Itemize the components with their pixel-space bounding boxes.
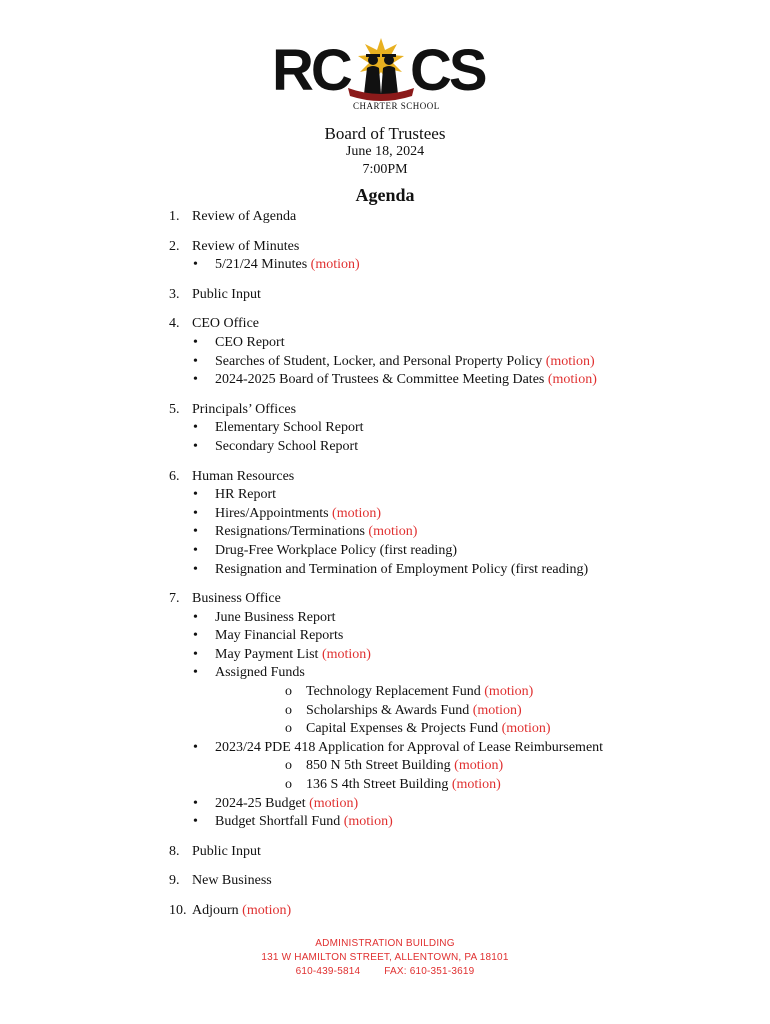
agenda-item <box>169 627 729 646</box>
agenda-item <box>169 371 729 390</box>
agenda-section-title <box>192 315 259 334</box>
agenda-item-text: May Financial Reports <box>215 628 344 644</box>
agenda-item <box>169 438 729 457</box>
agenda-section-number: 2. <box>169 238 180 254</box>
agenda-item <box>169 609 729 628</box>
motion-tag: (motion) <box>545 353 595 369</box>
motion-tag: (motion) <box>454 758 504 774</box>
agenda-section-heading <box>169 238 729 257</box>
footer-street: 131 W HAMILTON STREET, ALLENTOWN, PA 18101 <box>261 952 509 963</box>
board-title: Board of Trustees <box>324 124 446 143</box>
footer-contact <box>0 965 770 979</box>
agenda-section-title-text: New Business <box>192 873 272 889</box>
motion-tag: (motion) <box>484 684 534 700</box>
motion-tag: (motion) <box>451 777 501 793</box>
footer-fax: FAX: 610-351-3619 <box>384 966 475 977</box>
motion-tag: (motion) <box>343 814 393 830</box>
motion-tag: (motion) <box>332 505 382 521</box>
agenda-section <box>169 315 729 389</box>
agenda-section <box>169 902 729 921</box>
motion-tag: (motion) <box>501 721 551 737</box>
motion-tag: (motion) <box>242 903 292 918</box>
agenda-section-title <box>192 872 272 891</box>
agenda-item <box>169 419 729 438</box>
motion-tag: (motion) <box>321 646 371 662</box>
meeting-date: June 18, 2024 <box>345 144 425 159</box>
agenda-subitem <box>215 683 729 702</box>
agenda-item <box>169 353 729 372</box>
motion-tag: (motion) <box>368 524 418 540</box>
agenda-subitem-text: 850 N 5th Street Building <box>306 758 451 774</box>
agenda-item-list <box>169 334 729 390</box>
agenda-item-list <box>169 256 729 275</box>
agenda-item-text: Searches of Student, Locker, and Personal Property Policy <box>215 353 543 369</box>
agenda-item <box>169 256 729 275</box>
agenda-section-title-text: Human Resources <box>192 468 295 484</box>
logo-subtitle: CHARTER SCHOOL <box>353 101 440 111</box>
agenda-item <box>169 505 729 524</box>
agenda-item-text: June Business Report <box>215 609 336 625</box>
agenda-section-title-text: Review of Minutes <box>192 238 300 254</box>
agenda-section-heading <box>169 315 729 334</box>
agenda-section-number: 7. <box>169 591 180 607</box>
agenda-section-heading <box>169 468 729 487</box>
agenda-item-list <box>169 419 729 456</box>
agenda-item-text: Hires/Appointments <box>215 505 329 521</box>
agenda-section <box>169 843 729 862</box>
agenda-item-text: Secondary School Report <box>215 438 359 454</box>
agenda-item <box>169 542 729 561</box>
meeting-time: 7:00PM <box>362 162 408 177</box>
agenda-section-title <box>192 902 291 921</box>
agenda-item <box>169 523 729 542</box>
agenda-section-title <box>192 286 261 305</box>
agenda-item <box>169 561 729 580</box>
motion-tag: (motion) <box>547 372 597 388</box>
agenda-section-heading <box>169 401 729 420</box>
agenda-subitem <box>215 757 729 776</box>
agenda-list <box>169 208 729 932</box>
agenda-item-text: 2023/24 PDE 418 Application for Approval of Lease Reimbursement <box>215 739 604 755</box>
agenda-item-list <box>169 486 729 579</box>
agenda-section-number: 5. <box>169 401 180 417</box>
agenda-section-title-text: CEO Office <box>192 316 259 332</box>
agenda-item-text: 2024-2025 Board of Trustees & Committee Meeting Dates <box>215 372 545 388</box>
agenda-section-number: 6. <box>169 468 180 484</box>
footer-address <box>0 937 770 979</box>
agenda-section-heading <box>169 590 729 609</box>
agenda-section-title-text: Adjourn <box>192 903 239 918</box>
agenda-section-number: 1. <box>169 209 180 224</box>
agenda-subitem-text: Technology Replacement Fund <box>306 684 481 700</box>
agenda-section <box>169 208 729 227</box>
agenda-section-number: 9. <box>169 873 180 889</box>
school-logo <box>270 36 510 118</box>
agenda-item-text: Budget Shortfall Fund <box>215 814 341 830</box>
agenda-section-title <box>192 401 296 420</box>
footer-building: ADMINISTRATION BUILDING <box>315 938 455 949</box>
agenda-subitem-list <box>215 683 729 739</box>
agenda-subitem <box>215 702 729 721</box>
agenda-subitem <box>215 720 729 739</box>
agenda-section-number: 10. <box>169 903 187 918</box>
agenda-section-heading <box>169 208 729 227</box>
footer-phone: 610-439-5814 <box>295 966 361 977</box>
agenda-subitem-text: 136 S 4th Street Building <box>306 777 449 793</box>
agenda-section-title-text: Review of Agenda <box>192 209 297 224</box>
agenda-item-list <box>169 609 729 832</box>
agenda-section <box>169 468 729 580</box>
agenda-item <box>169 739 729 795</box>
agenda-item-text: Resignation and Termination of Employment Policy (first reading) <box>215 561 589 577</box>
agenda-item-text: 5/21/24 Minutes <box>215 257 308 273</box>
agenda-section-heading <box>169 872 729 891</box>
agenda-section-title <box>192 238 299 257</box>
logo-letters-left: RC <box>272 38 350 103</box>
logo-letters-right: CS <box>410 38 485 103</box>
agenda-section-title-text: Public Input <box>192 843 261 859</box>
agenda-section-title <box>192 208 296 227</box>
motion-tag: (motion) <box>309 795 359 811</box>
motion-tag: (motion) <box>310 257 360 273</box>
agenda-item-text: CEO Report <box>215 334 285 350</box>
agenda-section-number: 4. <box>169 316 180 332</box>
agenda-item <box>169 664 729 738</box>
agenda-section-heading <box>169 286 729 305</box>
agenda-item <box>169 486 729 505</box>
agenda-section-number: 3. <box>169 286 180 302</box>
agenda-section-title-text: Public Input <box>192 286 261 302</box>
agenda-section-title <box>192 590 281 609</box>
agenda-item-text: May Payment List <box>215 646 319 662</box>
agenda-subitem-text: Capital Expenses & Projects Fund <box>306 721 499 737</box>
agenda-item <box>169 646 729 665</box>
agenda-section <box>169 590 729 832</box>
agenda-item-text: Resignations/Terminations <box>215 524 365 540</box>
agenda-section-title-text: Business Office <box>192 591 281 607</box>
motion-tag: (motion) <box>472 702 522 718</box>
agenda-item-text: HR Report <box>215 487 277 503</box>
agenda-section-title <box>192 843 261 862</box>
agenda-subitem-list <box>215 757 729 794</box>
agenda-item-text: Drug-Free Workplace Policy (first reading) <box>215 542 457 558</box>
agenda-section <box>169 401 729 457</box>
agenda-section-title <box>192 468 294 487</box>
agenda-section-title-text: Principals’ Offices <box>192 401 297 417</box>
agenda-item-text: Elementary School Report <box>215 420 364 436</box>
agenda-heading: Agenda <box>355 185 415 205</box>
agenda-item-text: Assigned Funds <box>215 665 305 681</box>
agenda-section-heading <box>169 902 729 921</box>
agenda-item-text: 2024-25 Budget <box>215 795 306 811</box>
agenda-section <box>169 872 729 891</box>
agenda-section <box>169 286 729 305</box>
agenda-item <box>169 334 729 353</box>
agenda-section <box>169 238 729 275</box>
agenda-section-heading <box>169 843 729 862</box>
agenda-item <box>169 813 729 832</box>
graduates-emblem-icon <box>344 36 418 102</box>
agenda-subitem <box>215 776 729 795</box>
agenda-section-number: 8. <box>169 843 180 859</box>
agenda-item <box>169 795 729 814</box>
agenda-subitem-text: Scholarships & Awards Fund <box>306 702 470 718</box>
